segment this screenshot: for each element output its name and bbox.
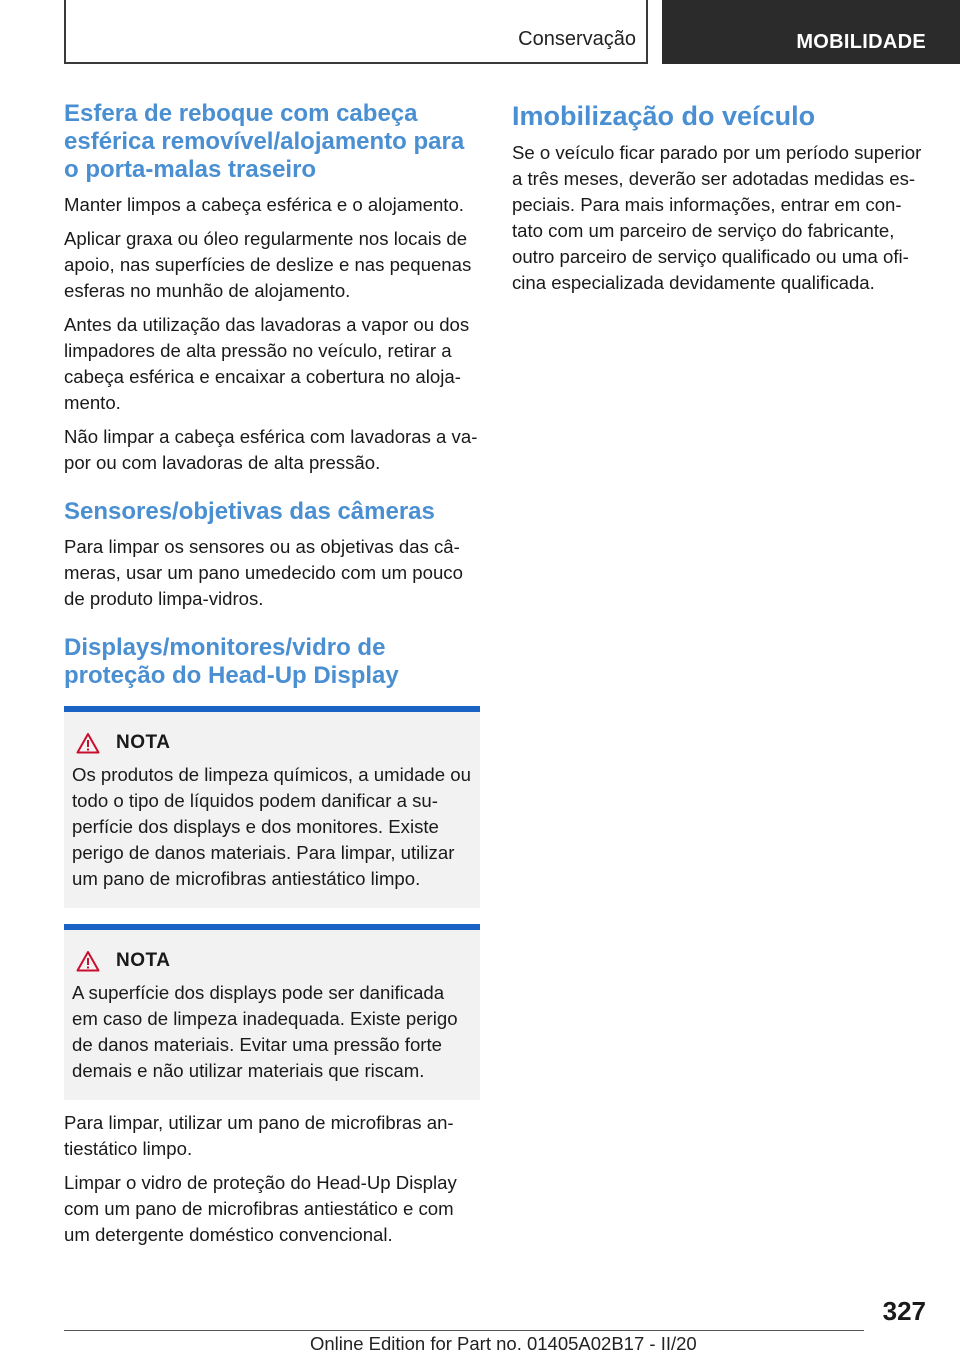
footer-divider [64,1330,864,1331]
warning-triangle-icon [76,950,100,972]
spacer [64,620,480,634]
left-column [64,100,480,1256]
notice-label: NOTA [116,950,171,971]
spacer [64,484,480,498]
paragraph: Antes da utilização das lavadoras a vapor ou dos limpadores de alta pressão no veículo, retirar a cabeça esférica e encaixar a cobertura no aloja-mento. [64,314,470,413]
notice-text: A superfície dos displays pode ser danificada em caso de limpeza inadequada. Existe perigo de danos materiais. Evitar uma pressão forte demais e não utilizar materiais que riscam. [72,982,458,1081]
notice-header [72,950,472,972]
notice-box [64,924,480,1100]
section-title: Conservação [518,28,636,50]
paragraph: Aplicar graxa ou óleo regularmente nos locais de apoio, nas superfícies de deslize e nas pequenas esferas no munhão de alojamento. [64,228,472,301]
notice-box [64,706,480,908]
notice-label: NOTA [116,732,171,753]
right-column [512,100,928,304]
page-number: 327 [882,1296,926,1326]
paragraph: Não limpar a cabeça esférica com lavadoras a va-por ou com lavadoras de alta pressão. [64,426,478,473]
warning-triangle-icon [76,732,100,754]
heading-camera-sensors: Sensores/objetivas das câmeras [64,498,435,525]
paragraph: Para limpar, utilizar um pano de microfibras an-tiestático limpo. [64,1112,454,1159]
chapter-tab-label: MOBILIDADE [796,30,926,53]
footer-edition: Online Edition for Part no. 01405A02B17 - II/20 [310,1333,697,1354]
paragraph: Se o veículo ficar parado por um período superior a três meses, deverão ser adotadas medidas es-peciais. Para mais informações, entrar em con-tato com um parceiro de serviço do fabricante, outro parceiro de serviço qualificado ou uma ofi-cina especializada devidamente qualificada. [512,142,922,293]
paragraph: Manter limpos a cabeça esférica e o alojamento. [64,194,464,215]
paragraph: Limpar o vidro de proteção do Head-Up Display com um pano de microfibras antiestático e com um detergente doméstico convencional. [64,1172,457,1245]
heading-tow-ball: Esfera de reboque com cabeça esférica removível/alojamento para o porta-malas traseiro [64,100,465,183]
paragraph: Para limpar os sensores ou as objetivas das câ-meras, usar um pano umedecido com um pouco de produto limpa-vidros. [64,536,463,609]
heading-vehicle-storage: Imobilização do veículo [512,101,816,131]
heading-displays: Displays/monitores/vidro de proteção do Head-Up Display [64,634,399,689]
notice-header [72,732,472,754]
notice-text: Os produtos de limpeza químicos, a umidade ou todo o tipo de líquidos podem danificar a su-perfície dos displays e dos monitores. Existe perigo de danos materiais. Para limpar, utilizar um pano de microfibras antiestático limpo. [72,764,471,889]
chapter-tab[interactable] [662,0,960,64]
